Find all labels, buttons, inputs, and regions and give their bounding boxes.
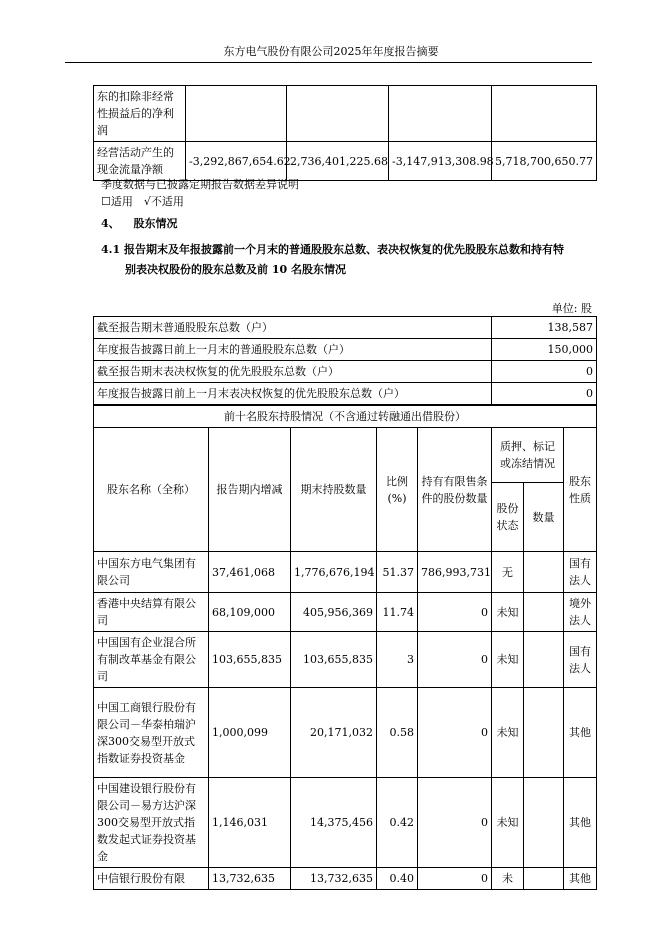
cell	[524, 593, 564, 632]
cell	[524, 778, 564, 868]
holder-name: 中国国有企业混合所有制改革基金有限公司	[94, 632, 209, 688]
table-row	[94, 86, 597, 142]
header-pledge-status: 股份状态	[492, 483, 524, 552]
cell: 138,587	[492, 317, 597, 339]
cell	[524, 688, 564, 778]
section-text: 别表决权股份的股东总数及前 10 名股东情况	[125, 263, 346, 276]
cell	[186, 86, 287, 142]
section-4-heading	[101, 215, 178, 231]
cell: 103,655,835	[209, 632, 291, 688]
row-label: 东的扣除非经常性损益后的净利润	[94, 86, 186, 142]
cell: 1,776,676,194	[291, 552, 377, 593]
cell: 0	[418, 593, 492, 632]
holder-name: 中信银行股份有限	[94, 868, 209, 890]
cell: 未知	[492, 688, 524, 778]
cell: 0	[418, 632, 492, 688]
table-row	[94, 142, 597, 181]
header-change: 报告期内增减	[209, 428, 291, 552]
section-4-1-heading	[101, 240, 596, 280]
section-number: 4、	[101, 217, 120, 230]
header-name: 股东名称（全称）	[94, 428, 209, 552]
header-pledge: 质押、标记或冻结情况	[492, 428, 564, 483]
cell: 0.58	[377, 688, 418, 778]
cell: 截至报告期末普通股股东总数（户）	[94, 317, 492, 339]
table-row	[94, 339, 597, 361]
cell: 786,993,731	[418, 552, 492, 593]
cell: 14,375,456	[291, 778, 377, 868]
table-row	[94, 383, 597, 405]
cell: 1,000,099	[209, 688, 291, 778]
table-row	[94, 632, 597, 688]
header-end-qty: 期末持股数量	[291, 428, 377, 552]
cell: 0	[418, 688, 492, 778]
summary-table	[93, 316, 597, 405]
cell: 无	[492, 552, 524, 593]
cell: 国有法人	[564, 552, 597, 593]
table-row	[94, 593, 597, 632]
cell: 1,146,031	[209, 778, 291, 868]
cell: 年度报告披露日前上一月末表决权恢复的优先股股东总数（户）	[94, 383, 492, 405]
cell: 其他	[564, 778, 597, 868]
header-ratio: 比例(%)	[377, 428, 418, 552]
header-row	[94, 428, 597, 483]
cell	[524, 868, 564, 890]
cell: 37,461,068	[209, 552, 291, 593]
cell: 年度报告披露日前上一月末的普通股股东总数（户）	[94, 339, 492, 361]
applicability-options: ☐适用 √不适用	[101, 195, 184, 208]
header-restricted: 持有有限售条件的股份数量	[418, 428, 492, 552]
holder-name: 中国工商银行股份有限公司－华泰柏瑞沪深300交易型开放式指数证券投资基金	[94, 688, 209, 778]
cell	[287, 86, 389, 142]
cell: 0	[492, 361, 597, 383]
cell: 3	[377, 632, 418, 688]
cell: -3,147,913,308.98	[389, 142, 492, 181]
cell: 其他	[564, 868, 597, 890]
cell: 未知	[492, 593, 524, 632]
holder-name: 中国东方电气集团有限公司	[94, 552, 209, 593]
header-rule	[65, 62, 592, 63]
cell: 其他	[564, 688, 597, 778]
unit-label: 单位: 股	[551, 302, 592, 315]
cell: 13,732,635	[209, 868, 291, 890]
cell: 103,655,835	[291, 632, 377, 688]
table-row	[94, 688, 597, 778]
cell: 150,000	[492, 339, 597, 361]
cell: 0	[492, 383, 597, 405]
table-caption: 前十名股东持股情况（不含通过转融通出借股份）	[94, 406, 597, 428]
cell	[524, 632, 564, 688]
cell: 境外法人	[564, 593, 597, 632]
table-caption-row	[94, 406, 597, 428]
finance-table	[93, 85, 597, 181]
section-number: 4.1	[101, 243, 121, 256]
table-row	[94, 317, 597, 339]
table-row	[94, 778, 597, 868]
cell: 0.40	[377, 868, 418, 890]
row-label: 经营活动产生的现金流量净额	[94, 142, 186, 181]
cell: 5,718,700,650.77	[492, 142, 597, 181]
holder-name: 香港中央结算有限公司	[94, 593, 209, 632]
cell	[389, 86, 492, 142]
cell: 0	[418, 868, 492, 890]
cell: 0.42	[377, 778, 418, 868]
table-row	[94, 868, 597, 890]
header-pledge-qty: 数量	[524, 483, 564, 552]
cell	[492, 86, 597, 142]
cell: 未知	[492, 632, 524, 688]
cell: 未知	[492, 778, 524, 868]
cell: 国有法人	[564, 632, 597, 688]
diff-note-title: 季度数据与已披露定期报告数据差异说明	[101, 178, 299, 191]
table-row	[94, 552, 597, 593]
cell: 68,109,000	[209, 593, 291, 632]
table-row	[94, 361, 597, 383]
holder-name: 中国建设银行股份有限公司－易方达沪深300交易型开放式指数发起式证券投资基金	[94, 778, 209, 868]
top-holders-table	[93, 405, 597, 890]
cell: 2,736,401,225.68	[287, 142, 389, 181]
section-text: 报告期末及年报披露前一个月末的普通股股东总数、表决权恢复的优先股股东总数和持有特	[123, 243, 564, 256]
page-header: 东方电气股份有限公司2025年年度报告摘要	[223, 45, 439, 58]
cell: -3,292,867,654.62	[186, 142, 287, 181]
cell: 405,956,369	[291, 593, 377, 632]
cell: 截至报告期末表决权恢复的优先股股东总数（户）	[94, 361, 492, 383]
section-title: 股东情况	[133, 217, 178, 230]
cell: 20,171,032	[291, 688, 377, 778]
cell	[524, 552, 564, 593]
cell: 11.74	[377, 593, 418, 632]
header-nature: 股东性质	[564, 428, 597, 552]
cell: 13,732,635	[291, 868, 377, 890]
cell: 未	[492, 868, 524, 890]
cell: 0	[418, 778, 492, 868]
cell: 51.37	[377, 552, 418, 593]
